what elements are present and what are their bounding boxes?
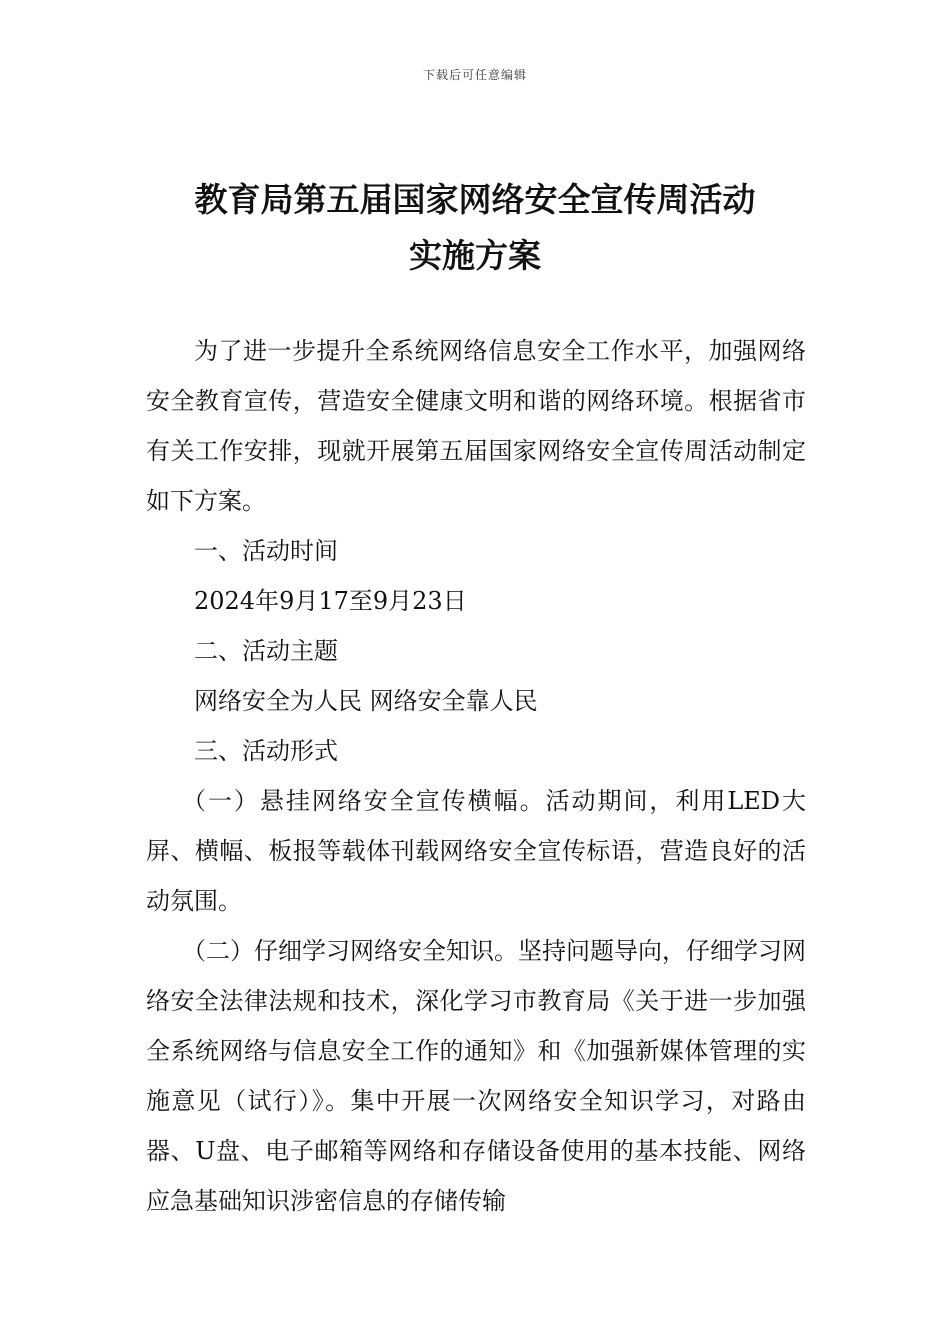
section-heading-form: 三、活动形式 (194, 737, 338, 765)
title-line-1: 教育局第五届国家网络安全宣传周活动 (194, 180, 756, 219)
document-title (120, 172, 830, 284)
document-body (146, 326, 806, 1226)
intro-paragraph: 为了进一步提升全系统网络信息安全工作水平，加强网络安全教育宣传，营造安全健康文明和谐的网络环境。根据省市有关工作安排，现就开展第五届国家网络安全宣传周活动制定如下方案。 (146, 337, 806, 515)
form-item-2: （二）仔细学习网络安全知识。坚持问题导向，仔细学习网络安全法律法规和技术，深化学习市教育局《关于进一步加强全系统网络与信息安全工作的通知》和《加强新媒体管理的实施意见（试行）》。集中开展一次网络安全知识学习，对路由器、U盘、电子邮箱等网络和存储设备使用的基本技能、网络应急基础知识涉密信息的存储传输 (146, 937, 806, 1215)
form-item-1: （一）悬挂网络安全宣传横幅。活动期间，利用LED大屏、横幅、板报等载体刊载网络安全宣传标语，营造良好的活动氛围。 (146, 787, 806, 915)
activity-theme: 网络安全为人民 网络安全靠人民 (194, 687, 538, 715)
section-heading-time: 一、活动时间 (194, 537, 338, 565)
section-heading-theme: 二、活动主题 (194, 637, 338, 665)
title-line-2: 实施方案 (409, 236, 541, 275)
activity-date: 2024年9月17至9月23日 (194, 587, 467, 615)
header-note: 下载后可任意编辑 (422, 68, 527, 82)
